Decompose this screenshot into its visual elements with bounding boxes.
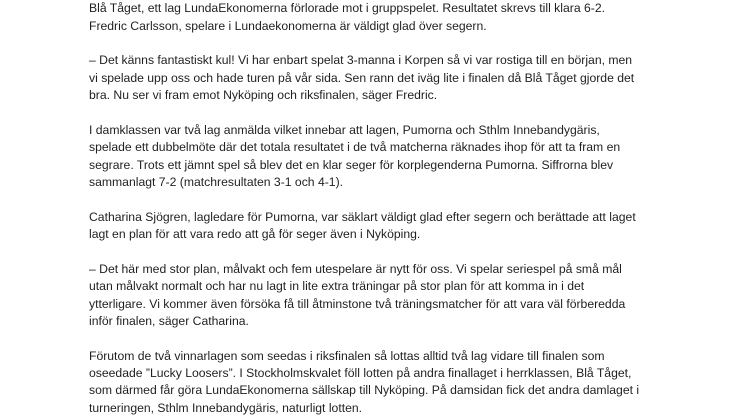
text-line: turneringen, Sthlm Innebandygäris, naturligt lotten.	[89, 400, 363, 415]
paragraph-match-report	[89, 0, 689, 35]
text-line: I damklassen var två lag anmälda vilket innebar att lagen, Pumorna och Sthlm Innebandygäris,	[89, 122, 600, 137]
paragraph-women-class	[89, 122, 689, 191]
text-line: – Det här med stor plan, målvakt och fem utespelare är nytt för oss. Vi spelar seriespel på små mål	[89, 261, 622, 276]
text-line: Blå Tåget, ett lag LundaEkonomerna förlorade mot i gruppspelet. Resultatet skrevs till klara 6-2.	[89, 1, 605, 16]
paragraph-lucky-loosers	[89, 348, 689, 417]
text-line: segrare. Trots ett jämnt spel så blev det en klar seger för korplegenderna Pumorna. Siffrorna blev	[89, 157, 614, 172]
text-line: vi spelade upp oss och hade turen på vår sida. Sen rann det iväg lite i finalen då Blå Tåget gjorde det	[89, 70, 635, 85]
paragraph-catharina-intro	[89, 209, 689, 244]
text-line: utan målvakt normalt och har nu lagt in lite extra träningar på stor plan för att komma in i det	[89, 279, 585, 294]
text-line: Catharina Sjögren, lagledare för Pumorna, var säklart väldigt glad efter segern och berättade att laget	[89, 209, 636, 224]
text-line: spelade ett dubbelmöte där det totala resultatet i de två matcherna räknades ihop för att ta fram en	[89, 140, 621, 155]
text-line: inför finalen, säger Catharina.	[89, 313, 249, 328]
paragraph-catharina-quote	[89, 261, 689, 330]
text-line: sammanlagt 7-2 (matchresultaten 3-1 och 4-1).	[89, 174, 344, 189]
article-body	[89, 0, 689, 419]
text-line: bra. Nu ser vi fram emot Nyköping och riksfinalen, säger Fredric.	[89, 88, 438, 103]
paragraph-fredric-quote	[89, 52, 689, 104]
text-line: ytterligare. Vi kommer även försöka få till åtminstone två träningsmatcher för att vara väl förberedda	[89, 296, 626, 311]
text-line: som därmed får göra LundaEkonomerna sällskap till Nyköping. På damsidan fick det andra damlaget i	[89, 383, 640, 398]
text-line: – Det känns fantastiskt kul! Vi har enbart spelat 3-manna i Korpen så vi var rostiga till en början, men	[89, 53, 633, 68]
text-line: oseedade ”Lucky Loosers”. I Stockholmskvalet föll lotten på andra finallaget i herrklassen, Blå Tåget,	[89, 366, 632, 381]
text-line: Förutom de två vinnarlagen som seedas i riksfinalen så lottas alltid två lag vidare till finalen som	[89, 348, 605, 363]
text-line: Fredric Carlsson, spelare i Lundaekonomerna är väldigt glad över segern.	[89, 18, 487, 33]
text-line: lagt en plan för att vara redo att gå för seger även i Nyköping.	[89, 227, 421, 242]
